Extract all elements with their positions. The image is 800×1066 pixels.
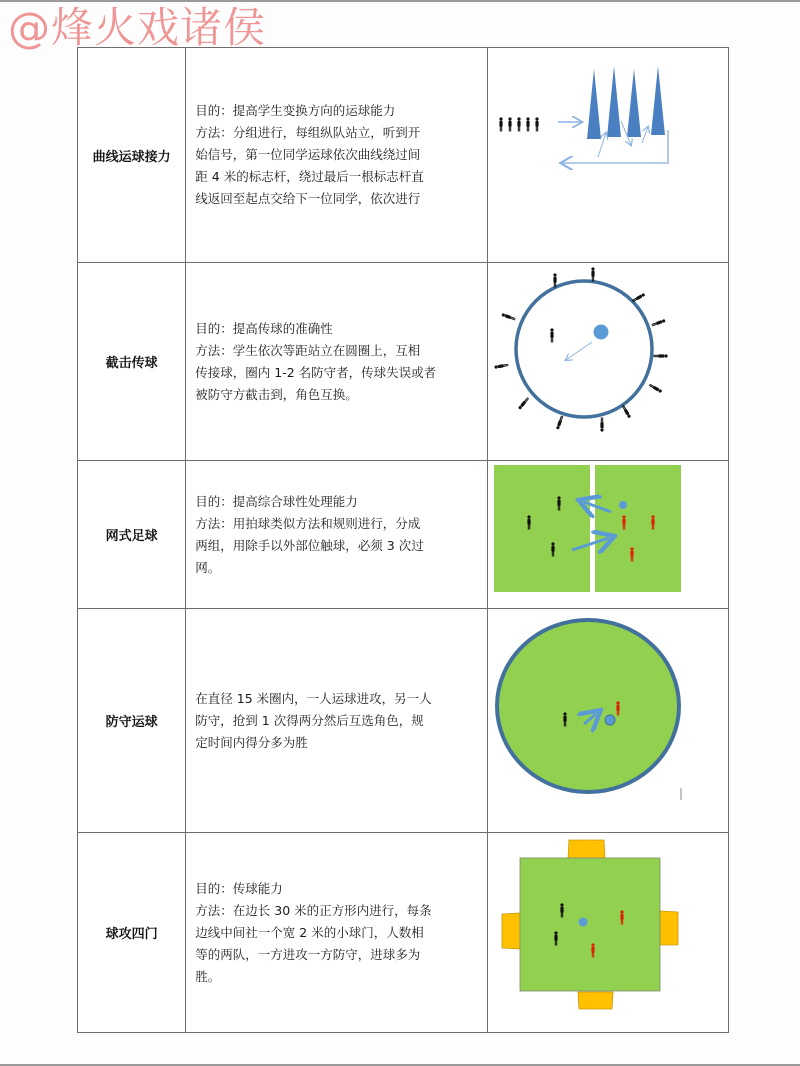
drill-name: 球攻四门: [78, 833, 186, 1033]
green-circle-field: [497, 620, 679, 792]
defensive-dribbling-diagram: [488, 610, 728, 832]
desc-line: 距 4 米的标志杆，绕过最后一根标志杆直: [195, 169, 424, 184]
drill-figure-four-goals: [487, 833, 728, 1033]
ball-icon: [619, 501, 627, 509]
drill-figure-net-football: [487, 461, 728, 609]
table-row: [78, 833, 729, 1033]
desc-line: 方法：分组进行，每组纵队站立，听到开: [195, 125, 421, 140]
desc-line: 等的两队，一方进攻一方防守，进球多为: [195, 946, 421, 962]
desc-line: 胜。: [195, 968, 221, 984]
drill-description: [186, 263, 488, 461]
drill-description: [186, 48, 488, 263]
drill-description: [186, 461, 488, 609]
ball-icon: [593, 324, 608, 339]
drill-figure-slalom: [487, 48, 728, 263]
desc-line: 边线中间社一个宽 2 米的小球门，人数相: [195, 924, 424, 940]
net-football-diagram: [488, 462, 728, 608]
desc-line: 目的：传球能力: [195, 880, 283, 896]
desc-line: 目的：提高学生变换方向的运球能力: [195, 103, 396, 118]
left-field-half: [494, 465, 590, 592]
watermark: @烽火戏诸侯: [8, 3, 267, 52]
desc-line: 方法：用拍球类似方法和规则进行，分成: [195, 515, 421, 531]
table-row: [78, 461, 729, 609]
desc-line: 被防守方截击到，角色互换。: [195, 386, 358, 402]
drill-name: 网式足球: [78, 461, 186, 609]
drills-table: [77, 47, 729, 1033]
drill-figure-circle-passing: [487, 263, 728, 461]
drill-name: 防守运球: [78, 609, 186, 833]
drill-description: [186, 609, 488, 833]
ball-icon: [578, 917, 587, 926]
desc-line: 方法：学生依次等距站立在圆圈上，互相: [195, 342, 421, 358]
desc-line: 定时间内得分多为胜: [195, 734, 308, 750]
desc-line: 线返回至起点交给下一位同学，依次进行: [195, 191, 421, 206]
desc-line: 防守，抢到 1 次得两分然后互选角色，规: [195, 712, 424, 728]
green-square-field: [520, 858, 660, 991]
desc-line: 目的：提高综合球性处理能力: [195, 493, 358, 509]
desc-line: 两组，用除手以外部位触球，必须 3 次过: [195, 537, 424, 553]
four-goals-diagram: [488, 834, 728, 1032]
drill-description: [186, 833, 488, 1033]
desc-line: 在直径 15 米圈内，一人运球进攻，另一人: [195, 690, 432, 706]
desc-line: 网。: [195, 559, 221, 575]
table-row: [78, 609, 729, 833]
drill-figure-defensive-dribbling: [487, 609, 728, 833]
cone-markers-icon: [587, 66, 665, 139]
right-field-half: [595, 465, 681, 592]
drill-name: 曲线运球接力: [78, 48, 186, 263]
ball-icon: [605, 715, 615, 725]
table-row: [78, 48, 729, 263]
circle-passing-diagram: [488, 264, 728, 460]
table-row: [78, 263, 729, 461]
players-in-line-icon: [499, 117, 538, 131]
slalom-diagram: [488, 49, 728, 262]
desc-line: 方法：在边长 30 米的正方形内进行，每条: [195, 902, 432, 918]
desc-line: 始信号，第一位同学运球依次曲线绕过间: [195, 147, 421, 162]
desc-line: 目的：提高传球的准确性: [195, 320, 333, 336]
circle-ring-icon: [516, 281, 652, 417]
drill-name: 截击传球: [78, 263, 186, 461]
desc-line: 传接球，圈内 1-2 名防守者，传球失误或者: [195, 364, 437, 380]
